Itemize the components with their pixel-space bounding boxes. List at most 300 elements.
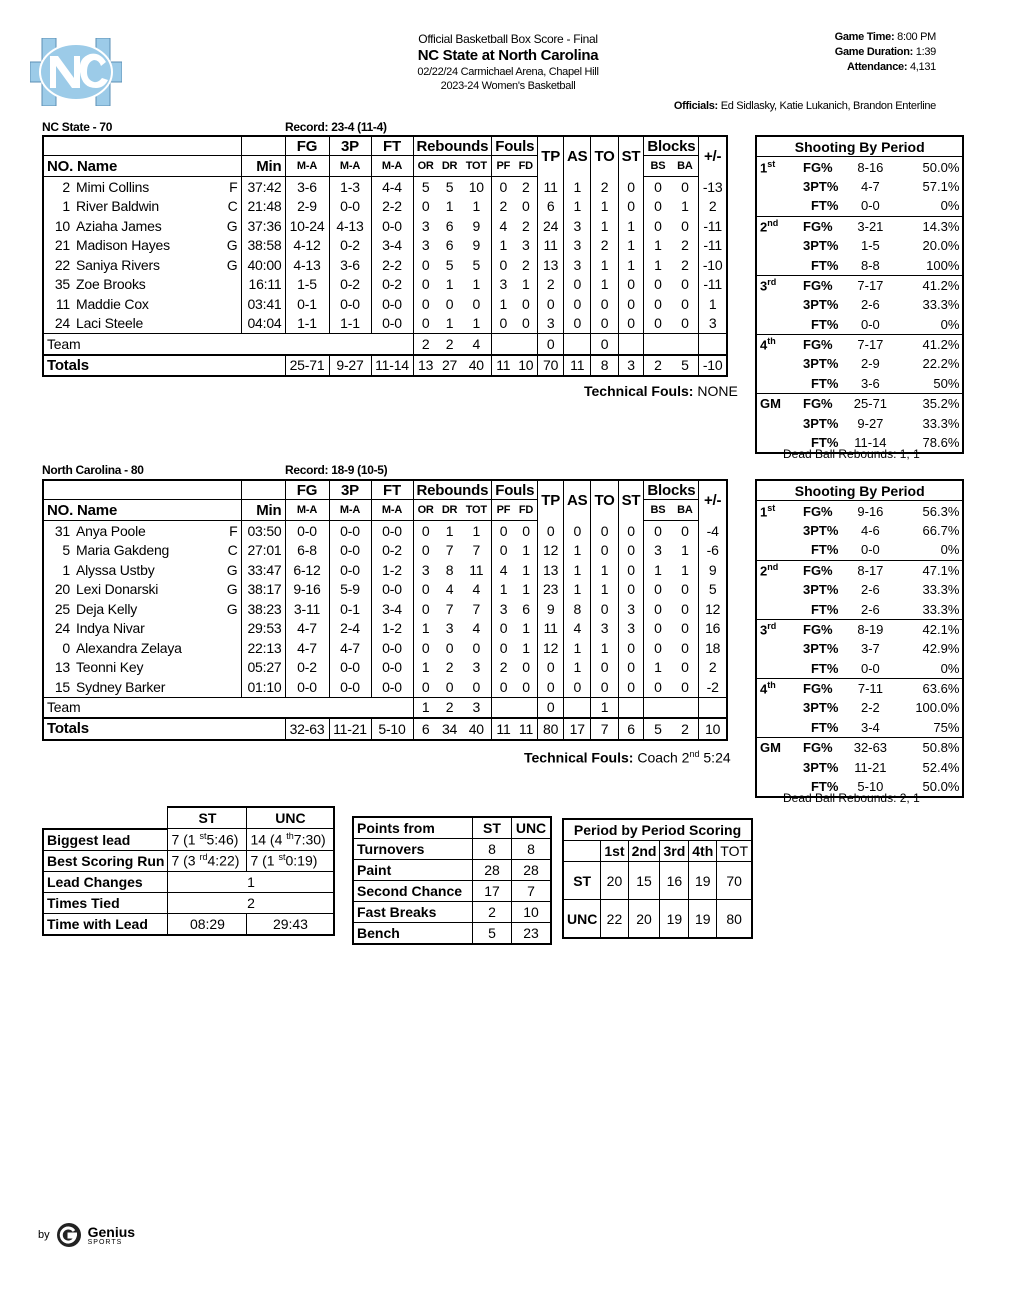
totals-stat: 17 <box>564 718 591 740</box>
stat-cell: 0 <box>681 581 689 598</box>
made-attempted: 8-19 <box>841 619 899 639</box>
season-line: 2023-24 Women's Basketball <box>440 79 576 92</box>
stat-cell: 0 <box>413 541 438 561</box>
home-box-score <box>42 479 728 741</box>
percentage: 47.1% <box>899 560 963 580</box>
made-attempted: 3-6 <box>861 375 880 391</box>
team-stat: 1 <box>591 697 618 718</box>
points-st: 2 <box>473 902 512 923</box>
col-bs: BS <box>644 500 672 521</box>
stat-cell: 1 <box>472 198 481 215</box>
points-category: Second Chance <box>353 881 473 902</box>
stat-cell: 0 <box>522 198 530 215</box>
stat-cell: 0 <box>413 521 438 541</box>
unc-logo <box>30 38 122 106</box>
stat-cell: 1 <box>413 619 438 639</box>
col-or: OR <box>413 156 438 177</box>
stat-cell: 0 <box>522 295 530 312</box>
stat-cell: 1-3 <box>329 177 371 197</box>
points-from-row <box>353 923 551 945</box>
made-attempted: 8-17 <box>841 560 899 580</box>
shooting-row <box>756 216 963 236</box>
player-row <box>43 216 727 236</box>
player-number: 5 <box>62 542 70 559</box>
period-label <box>756 757 800 776</box>
stat-cell: 0 <box>538 521 564 541</box>
team-stat <box>699 334 727 355</box>
stat-cell: 1 <box>618 255 644 275</box>
stat-cell: 7 <box>445 600 454 617</box>
totals-stat: -10 <box>699 355 727 377</box>
points-from-row <box>353 881 551 902</box>
stat-cell: 0 <box>618 294 644 314</box>
stat-cell: 0 <box>618 580 644 600</box>
stat-type: 3PT% <box>803 641 839 657</box>
stat-cell: -11 <box>699 275 727 295</box>
made-attempted: 7-17 <box>841 275 899 295</box>
period-score: 70 <box>717 862 752 900</box>
player-name: Aziaha James <box>76 217 162 234</box>
col-plus-minus: +/- <box>699 136 727 177</box>
stat-cell: 4 <box>445 581 454 598</box>
stat-cell: 0-0 <box>285 677 329 697</box>
period-label <box>756 718 800 738</box>
percentage: 20.0% <box>922 238 960 254</box>
stat-cell: 0 <box>618 314 644 334</box>
col-blocks: Blocks <box>644 480 699 500</box>
totals-stat: 5-10 <box>371 718 413 740</box>
team-stat: 0 <box>538 697 564 718</box>
totals-stat: 11 <box>492 355 515 377</box>
stat-cell: 0 <box>644 677 672 697</box>
col-as: AS <box>564 136 591 177</box>
lead-col-st: ST <box>168 807 247 829</box>
stat-cell: 0 <box>681 276 689 293</box>
stat-cell: 5 <box>445 256 454 273</box>
period-label: 4th <box>756 334 800 354</box>
player-name: Mimi Collins <box>76 178 150 195</box>
stat-cell: 0 <box>644 314 672 334</box>
shooting-row <box>756 354 963 373</box>
stat-cell: 1 <box>591 638 618 658</box>
stat-cell: 11 <box>538 619 564 639</box>
percentage: 75% <box>933 719 960 735</box>
player-row <box>43 658 727 678</box>
genius-sports-footer <box>38 1222 135 1248</box>
stat-cell: 3 <box>413 560 438 580</box>
stat-cell: 0 <box>472 639 481 656</box>
stat-cell: 3-6 <box>285 177 329 197</box>
stat-type: FG% <box>800 738 841 758</box>
col-ft: FT <box>371 480 413 500</box>
player-row <box>43 619 727 639</box>
percentage: 0% <box>940 660 960 676</box>
period-col: 2nd <box>628 841 660 862</box>
stat-cell: 6 <box>445 237 454 254</box>
stat-cell: 1 <box>644 560 672 580</box>
points-st: 5 <box>473 923 512 945</box>
period-label <box>756 639 800 658</box>
col-tp: TP <box>538 480 564 521</box>
stat-cell: 0 <box>618 677 644 697</box>
stat-cell: -11 <box>699 216 727 236</box>
game-time: 8:00 PM <box>897 31 936 43</box>
period-score: 22 <box>601 900 628 939</box>
stat-type: FT% <box>810 542 839 558</box>
stat-type: FG% <box>800 275 841 295</box>
stat-cell: 1 <box>445 522 454 539</box>
stat-cell: 0-1 <box>329 599 371 619</box>
player-number: 10 <box>54 217 70 234</box>
stat-cell: 6 <box>445 217 454 234</box>
period-label <box>756 177 800 196</box>
player-name: Lexi Donarski <box>76 581 159 598</box>
stat-cell: 1 <box>564 658 591 678</box>
lead-summary-table <box>42 806 335 936</box>
stat-type: FT% <box>810 257 839 273</box>
percentage: 42.9% <box>922 641 960 657</box>
stat-cell: 2 <box>699 658 727 678</box>
made-attempted: 9-27 <box>857 415 884 431</box>
stat-cell: 37:42 <box>241 177 285 197</box>
stat-cell: 0 <box>564 521 591 541</box>
stat-cell: 1 <box>564 197 591 217</box>
stat-cell: 0 <box>564 677 591 697</box>
stat-cell: 3-4 <box>371 599 413 619</box>
stat-cell: 0 <box>681 678 689 695</box>
stat-cell: 6 <box>522 600 530 617</box>
stat-cell: 0 <box>644 619 672 639</box>
stat-cell: 4-7 <box>285 638 329 658</box>
stat-cell: 3 <box>413 236 438 256</box>
stat-cell: 16:11 <box>241 275 285 295</box>
stat-type: 3PT% <box>803 522 839 538</box>
stat-cell: 1 <box>492 580 515 600</box>
stat-cell: 0 <box>492 521 515 541</box>
report-header <box>300 32 716 93</box>
player-position: G <box>226 237 238 254</box>
stat-cell: 2 <box>591 177 618 197</box>
officials-label: Officials: <box>673 100 718 112</box>
made-attempted: 7-17 <box>841 334 899 354</box>
percentage: 66.7% <box>922 522 960 538</box>
made-attempted: 7-11 <box>841 678 899 698</box>
home-shooting-table <box>755 479 964 798</box>
team-stat <box>371 697 413 718</box>
period-label <box>756 698 800 717</box>
stat-cell: 0 <box>681 217 689 234</box>
shooting-row <box>756 678 963 698</box>
stat-cell: 1 <box>618 236 644 256</box>
stat-cell: 1 <box>445 276 454 293</box>
stat-cell: 03:41 <box>241 294 285 314</box>
percentage: 50.0% <box>922 159 960 175</box>
stat-cell: 2 <box>681 237 689 254</box>
player-row <box>43 197 727 217</box>
stat-cell: 4 <box>564 619 591 639</box>
stat-cell: 2 <box>492 658 515 678</box>
stat-cell: 1 <box>591 560 618 580</box>
player-row <box>43 541 727 561</box>
player-name: Madison Hayes <box>76 237 170 254</box>
biggest-lead-st: 7 (1 $^{st}$5:46) <box>168 829 247 851</box>
stat-cell: 11 <box>469 561 484 578</box>
points-from-table <box>352 816 552 945</box>
stat-cell: 1 <box>681 542 689 559</box>
stat-cell: 0-0 <box>329 560 371 580</box>
team-stat <box>564 334 591 355</box>
period-score: 19 <box>689 900 717 939</box>
period-label <box>756 374 800 394</box>
stat-cell: 0 <box>591 677 618 697</box>
shooting-row <box>756 659 963 679</box>
stat-cell: 0 <box>644 638 672 658</box>
period-label <box>756 236 800 255</box>
stat-cell: 5 <box>413 177 438 197</box>
stat-cell: 0 <box>681 178 689 195</box>
document-type: Official Basketball Box Score - Final <box>418 32 598 46</box>
stat-cell: 0 <box>644 580 672 600</box>
stat-cell: 0 <box>413 677 438 697</box>
stat-cell: 0 <box>591 521 618 541</box>
stat-cell: -6 <box>699 541 727 561</box>
player-number: 24 <box>54 620 70 637</box>
points-unc: 23 <box>512 923 552 945</box>
stat-cell: 33:47 <box>241 560 285 580</box>
away-team-title: NC State - 70 <box>42 120 113 134</box>
footer-by: by <box>38 1229 50 1241</box>
period-score: 15 <box>628 862 660 900</box>
stat-cell: 0 <box>564 314 591 334</box>
matchup-title: NC State at North Carolina <box>417 47 599 64</box>
team-row <box>43 697 727 718</box>
stat-cell: 1 <box>522 276 530 293</box>
stat-cell: 0 <box>681 659 689 676</box>
col-tot: TOT <box>461 500 491 521</box>
stat-cell: 38:17 <box>241 580 285 600</box>
stat-cell: 0-0 <box>371 314 413 334</box>
stat-cell: 04:04 <box>241 314 285 334</box>
stat-cell: 1 <box>564 541 591 561</box>
stat-cell: 01:10 <box>241 677 285 697</box>
shooting-row <box>756 275 963 295</box>
totals-stat: 9-27 <box>329 355 371 377</box>
col-no-name: NO. Name <box>43 156 241 177</box>
player-position: C <box>227 542 238 559</box>
stat-cell: 0 <box>681 522 689 539</box>
col-made-attempted: M-A <box>329 500 371 521</box>
made-attempted: 8-8 <box>861 257 880 273</box>
stat-cell: 1 <box>413 658 438 678</box>
shooting-row <box>756 236 963 255</box>
attendance: 4,131 <box>909 61 936 73</box>
made-attempted: 25-71 <box>841 394 899 414</box>
officials <box>674 100 936 112</box>
game-duration: 1:39 <box>915 46 936 58</box>
stat-cell: 1 <box>522 561 530 578</box>
col-fg: FG <box>285 136 329 156</box>
away-shooting-by-period <box>755 135 964 454</box>
col-no-name: NO. Name <box>43 500 241 521</box>
stat-cell: 6-8 <box>285 541 329 561</box>
player-position: G <box>226 581 238 598</box>
stat-cell: 0 <box>492 619 515 639</box>
period-label: 4th <box>756 678 800 698</box>
shooting-row <box>756 560 963 580</box>
game-time-label: Game Time: <box>834 31 895 43</box>
player-number: 15 <box>54 678 70 695</box>
percentage: 57.1% <box>922 178 960 194</box>
player-name: Sydney Barker <box>76 678 166 695</box>
team-stat: 0 <box>538 334 564 355</box>
player-row <box>43 314 727 334</box>
made-attempted: 3-21 <box>841 216 899 236</box>
stat-cell: 0 <box>492 638 515 658</box>
col-3p: 3P <box>329 136 371 156</box>
totals-stat: 13 <box>413 355 438 377</box>
stat-cell: 5 <box>699 580 727 600</box>
team-label: Team <box>43 334 241 355</box>
shooting-row <box>756 413 963 432</box>
stat-cell: 1 <box>472 522 481 539</box>
stat-cell: 0-0 <box>371 677 413 697</box>
period-label: 1st <box>760 502 776 520</box>
col-blocks: Blocks <box>644 136 699 156</box>
times-tied-value: 2 <box>168 892 335 913</box>
stat-cell: 2-4 <box>329 619 371 639</box>
stat-cell: 0 <box>644 216 672 236</box>
totals-stat: 40 <box>461 355 491 377</box>
stat-cell: 0 <box>522 659 530 676</box>
stat-cell: 0 <box>644 177 672 197</box>
stat-cell: 6 <box>538 197 564 217</box>
stat-cell: 23 <box>538 580 564 600</box>
player-position: F <box>229 522 238 539</box>
col-st: ST <box>618 136 644 177</box>
stat-cell: 4 <box>492 216 515 236</box>
points-col-unc: UNC <box>512 817 552 839</box>
stat-cell: 9 <box>472 217 481 234</box>
stat-cell: 4 <box>472 581 481 598</box>
totals-stat: 80 <box>538 718 564 740</box>
stat-cell: -13 <box>699 177 727 197</box>
col-rebounds: Rebounds <box>413 136 492 156</box>
team-stat <box>644 334 672 355</box>
shooting-row <box>756 580 963 599</box>
made-attempted: 2-6 <box>861 601 880 617</box>
stat-cell: 0 <box>618 541 644 561</box>
stat-cell: 0 <box>538 677 564 697</box>
shooting-row <box>756 619 963 639</box>
team-stat: 0 <box>591 334 618 355</box>
stat-cell: 0-0 <box>329 521 371 541</box>
col-or: OR <box>413 500 438 521</box>
points-from-row <box>353 902 551 923</box>
percentage: 35.2% <box>899 394 963 414</box>
stat-cell: 11 <box>538 177 564 197</box>
home-stats-table <box>42 479 728 741</box>
made-attempted: 9-16 <box>857 503 884 519</box>
percentage: 63.6% <box>899 678 963 698</box>
stat-cell: 0 <box>618 638 644 658</box>
player-name: Saniya Rivers <box>76 256 160 273</box>
percentage: 0% <box>940 542 960 558</box>
shooting-row <box>756 698 963 717</box>
team-stat <box>329 334 371 355</box>
player-name: Laci Steele <box>76 315 144 332</box>
period-score: 20 <box>601 862 628 900</box>
col-ba: BA <box>671 500 699 521</box>
col-made-attempted: M-A <box>285 156 329 177</box>
player-position <box>223 314 241 334</box>
made-attempted: 0-0 <box>861 660 880 676</box>
venue-line: 02/22/24 Carmichael Arena, Chapel Hill <box>417 65 599 78</box>
stat-cell: 0 <box>492 541 515 561</box>
shooting-row <box>756 255 963 275</box>
stat-cell: 9 <box>538 599 564 619</box>
period-col: 1st <box>601 841 628 862</box>
made-attempted: 8-16 <box>857 159 884 175</box>
home-team-record: Record: 18-9 (10-5) <box>285 463 388 477</box>
stat-cell: 0 <box>492 677 515 697</box>
period-label <box>756 521 800 540</box>
stat-cell: 0 <box>618 521 644 541</box>
lead-changes-value: 1 <box>168 871 335 892</box>
stat-cell: 0-0 <box>329 677 371 697</box>
stat-cell: 0 <box>681 315 689 332</box>
stat-cell: 0 <box>445 678 454 695</box>
stat-cell: 1 <box>522 542 530 559</box>
period-label: 2nd <box>756 216 800 236</box>
stat-cell: 1 <box>472 315 481 332</box>
period-label: 1st <box>760 158 776 176</box>
player-name: Zoe Brooks <box>76 276 146 293</box>
col-st: ST <box>618 480 644 521</box>
stat-cell: 4-13 <box>329 216 371 236</box>
stat-cell: 0 <box>681 620 689 637</box>
stat-cell: 0 <box>644 275 672 295</box>
stat-cell: 0 <box>644 599 672 619</box>
stat-cell: 0 <box>472 295 481 312</box>
stat-cell: 2 <box>591 236 618 256</box>
stat-cell: 1 <box>564 580 591 600</box>
col-made-attempted: M-A <box>285 500 329 521</box>
player-number: 35 <box>54 276 70 293</box>
made-attempted: 4-7 <box>861 178 880 194</box>
team-stat <box>241 697 285 718</box>
stat-cell: 5 <box>472 256 481 273</box>
period-label: 2nd <box>756 560 800 580</box>
stat-cell: 0 <box>445 295 454 312</box>
team-stat <box>671 697 699 718</box>
shooting-row <box>756 521 963 540</box>
stat-type: FG% <box>800 394 841 414</box>
percentage: 56.3% <box>922 503 960 519</box>
shooting-row <box>756 599 963 619</box>
stat-cell: 0 <box>413 314 438 334</box>
home-technical-a: Coach 2 <box>637 749 690 766</box>
stat-cell: 0 <box>681 600 689 617</box>
points-from-title: Points from <box>353 817 473 839</box>
period-label <box>756 295 800 314</box>
away-technical-label: Technical Fouls: <box>584 383 694 399</box>
player-name: Maddie Cox <box>76 295 149 312</box>
period-col: 4th <box>689 841 717 862</box>
stat-type: FG% <box>803 159 833 175</box>
stat-cell: 0-1 <box>285 294 329 314</box>
player-number: 20 <box>54 581 70 598</box>
col-to: TO <box>591 480 618 521</box>
